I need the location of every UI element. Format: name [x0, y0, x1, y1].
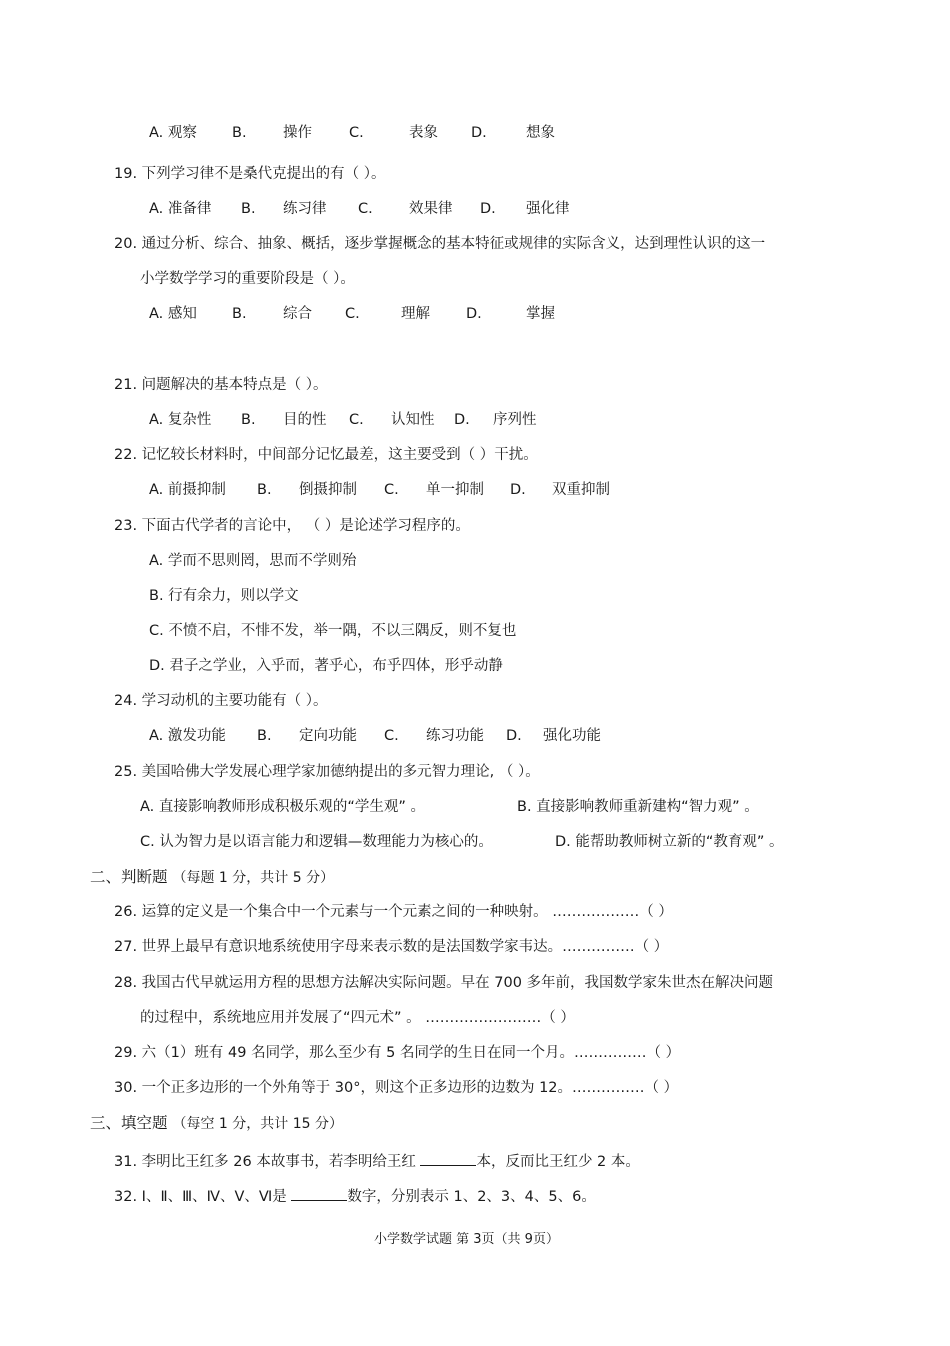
q28-line2: 的过程中，系统地应用并发展了“四元术” 。 ……………………（ ） — [140, 1010, 575, 1026]
q25-option-c: C. 认为智力是以语言能力和逻辑—数理能力为核心的。 — [140, 834, 493, 850]
q31-answer-blank[interactable] — [420, 1149, 476, 1166]
q22-option-d-letter: D. — [510, 482, 526, 498]
section-2-heading — [90, 867, 334, 888]
q20-option-d-text: 掌握 — [526, 306, 555, 322]
q21-stem: 21. 问题解决的基本特点是（ ）。 — [114, 377, 328, 393]
q22-option-d-text: 双重抑制 — [552, 482, 610, 498]
q21-option-d-text: 序列性 — [493, 412, 537, 428]
q22-stem: 22. 记忆较长材料时，中间部分记忆最差，这主要受到（ ）干扰。 — [114, 447, 538, 463]
q24-option-c-text: 练习功能 — [426, 728, 484, 744]
q23-option-d: D. 君子之学业，入乎而，著乎心，布乎四体，形乎动静 — [149, 658, 503, 674]
q24-option-b-text: 定向功能 — [299, 728, 357, 744]
q24-stem: 24. 学习动机的主要功能有（ ）。 — [114, 693, 328, 709]
q21-option-a: A. 复杂性 — [149, 412, 212, 428]
q24-option-c-letter: C. — [384, 728, 399, 744]
q29: 29. 六（1）班有 49 名同学，那么至少有 5 名同学的生日在同一个月。……………（ ） — [114, 1045, 681, 1061]
q32-text-after: 数字，分别表示 1、2、3、4、5、6。 — [347, 1189, 596, 1205]
q20-option-b-letter: B. — [232, 306, 247, 322]
q20-stem-line2: 小学数学学习的重要阶段是（ ）。 — [140, 271, 355, 287]
q24-option-d-text: 强化功能 — [543, 728, 601, 744]
q23-option-b: B. 行有余力，则以学文 — [149, 588, 299, 604]
q21-option-b-text: 目的性 — [283, 412, 327, 428]
q22-option-a: A. 前摄抑制 — [149, 482, 226, 498]
q18-option-d-letter: D. — [471, 125, 487, 141]
q26: 26. 运算的定义是一个集合中一个元素与一个元素之间的一种映射。 ………………（ ） — [114, 904, 673, 920]
q23-option-a: A. 学而不思则罔，思而不学则殆 — [149, 553, 357, 569]
q18-option-c-letter: C. — [349, 125, 364, 141]
q24-option-d-letter: D. — [506, 728, 522, 744]
q19-option-c-letter: C. — [358, 201, 373, 217]
q21-option-c-text: 认知性 — [391, 412, 435, 428]
q19-option-a: A. 准备律 — [149, 201, 212, 217]
q24-option-a: A. 激发功能 — [149, 728, 226, 744]
q24-option-b-letter: B. — [257, 728, 272, 744]
q27: 27. 世界上最早有意识地系统使用字母来表示数的是法国数学家韦达。……………（ ） — [114, 939, 669, 955]
q22-option-b-letter: B. — [257, 482, 272, 498]
q19-option-d-text: 强化律 — [526, 201, 570, 217]
q31 — [114, 1149, 640, 1172]
q22-option-b-text: 倒摄抑制 — [299, 482, 357, 498]
q23-stem: 23. 下面古代学者的言论中， （ ）是论述学习程序的。 — [114, 518, 470, 534]
q19-option-b-text: 练习律 — [283, 201, 327, 217]
q30: 30. 一个正多边形的一个外角等于 30°，则这个正多边形的边数为 12。……………（ ） — [114, 1080, 679, 1096]
section-2-note: （每题 1 分，共计 5 分） — [172, 870, 335, 886]
q32 — [114, 1184, 596, 1207]
q18-option-a: A. 观察 — [149, 125, 197, 141]
q25-option-d: D. 能帮助教师树立新的“教育观” 。 — [555, 834, 784, 850]
q25-option-b: B. 直接影响教师重新建构“智力观” 。 — [517, 799, 759, 815]
q20-stem-line1: 20. 通过分析、综合、抽象、概括，逐步掌握概念的基本特征或规律的实际含义，达到理性认识的这一 — [114, 236, 766, 252]
q20-option-a: A. 感知 — [149, 306, 197, 322]
q18-option-b-letter: B. — [232, 125, 247, 141]
q22-option-c-letter: C. — [384, 482, 399, 498]
section-3-title: 三、填空题 — [90, 1114, 168, 1132]
q21-option-d-letter: D. — [454, 412, 470, 428]
q31-text-after: 本，反而比王红少 2 本。 — [476, 1154, 640, 1170]
q31-text-before: 31. 李明比王红多 26 本故事书，若李明给王红 — [114, 1154, 421, 1170]
q18-option-c-text: 表象 — [409, 125, 438, 141]
section-2-title: 二、判断题 — [90, 868, 168, 886]
q19-option-d-letter: D. — [480, 201, 496, 217]
q28-line1: 28. 我国古代早就运用方程的思想方法解决实际问题。早在 700 多年前，我国数学家朱世杰在解决问题 — [114, 975, 774, 991]
section-3-heading — [90, 1113, 343, 1134]
section-3-note: （每空 1 分，共计 15 分） — [172, 1116, 343, 1132]
q20-option-c-text: 理解 — [401, 306, 430, 322]
q20-option-c-letter: C. — [345, 306, 360, 322]
q23-option-c: C. 不愤不启，不悱不发，举一隅，不以三隅反，则不复也 — [149, 623, 517, 639]
page-footer: 小学数学试题 第 3页（共 9页） — [374, 1232, 559, 1247]
q19-option-c-text: 效果律 — [409, 201, 453, 217]
q20-option-b-text: 综合 — [283, 306, 312, 322]
q18-option-d-text: 想象 — [526, 125, 555, 141]
q25-stem: 25. 美国哈佛大学发展心理学家加德纳提出的多元智力理论, （ ）。 — [114, 764, 540, 780]
q20-option-d-letter: D. — [466, 306, 482, 322]
q19-option-b-letter: B. — [241, 201, 256, 217]
q32-text-before: 32. Ⅰ、Ⅱ、Ⅲ、Ⅳ、Ⅴ、Ⅵ是 — [114, 1189, 292, 1205]
q21-option-c-letter: C. — [349, 412, 364, 428]
q18-option-b-text: 操作 — [283, 125, 312, 141]
q19-stem: 19. 下列学习律不是桑代克提出的有（ ）。 — [114, 166, 386, 182]
q21-option-b-letter: B. — [241, 412, 256, 428]
q25-option-a: A. 直接影响教师形成积极乐观的“学生观” 。 — [140, 799, 426, 815]
q22-option-c-text: 单一抑制 — [426, 482, 484, 498]
q32-answer-blank[interactable] — [291, 1184, 347, 1201]
